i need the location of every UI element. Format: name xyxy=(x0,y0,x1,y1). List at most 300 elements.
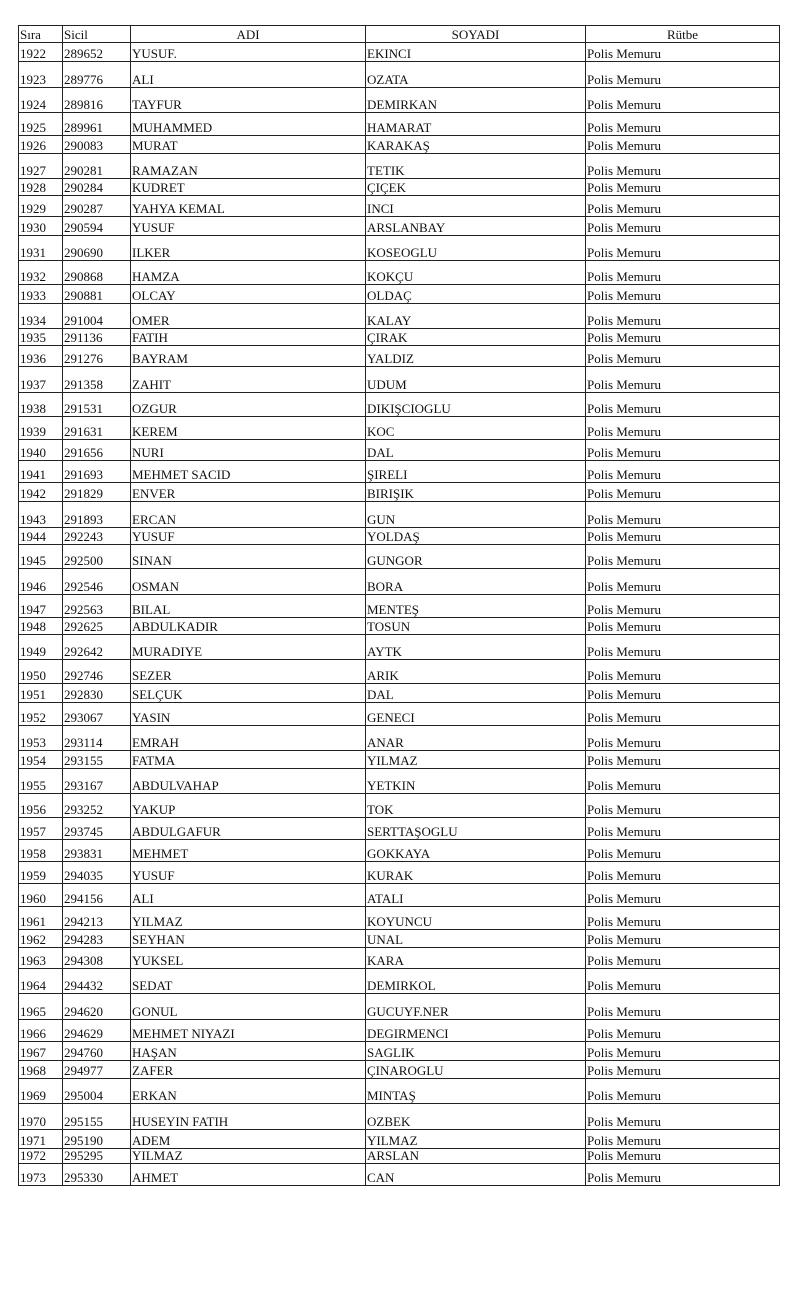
cell-rutbe: Polis Memuru xyxy=(586,618,780,635)
cell-adi: MEHMET NIYAZI xyxy=(131,1020,366,1042)
cell-rutbe: Polis Memuru xyxy=(586,217,780,236)
table-row xyxy=(19,1149,780,1164)
cell-sicil: 291004 xyxy=(63,304,131,329)
cell-rutbe: Polis Memuru xyxy=(586,1130,780,1149)
cell-sira: 1933 xyxy=(19,285,63,304)
cell-sira: 1955 xyxy=(19,769,63,794)
cell-rutbe: Polis Memuru xyxy=(586,1079,780,1104)
cell-rutbe: Polis Memuru xyxy=(586,751,780,769)
cell-soyadi: DIKIŞCIOGLU xyxy=(366,393,586,417)
cell-rutbe: Polis Memuru xyxy=(586,1164,780,1186)
header-soyadi: SOYADI xyxy=(366,26,586,43)
cell-soyadi: DAL xyxy=(366,440,586,461)
cell-sira: 1957 xyxy=(19,818,63,840)
cell-soyadi: DAL xyxy=(366,684,586,703)
cell-sicil: 289776 xyxy=(63,62,131,88)
header-sira: Sıra xyxy=(19,26,63,43)
cell-rutbe: Polis Memuru xyxy=(586,62,780,88)
table-row xyxy=(19,285,780,304)
cell-adi: HUSEYIN FATIH xyxy=(131,1104,366,1130)
cell-rutbe: Polis Memuru xyxy=(586,502,780,528)
table-row xyxy=(19,684,780,703)
header-adi: ADI xyxy=(131,26,366,43)
cell-soyadi: ANAR xyxy=(366,726,586,751)
cell-sicil: 290868 xyxy=(63,261,131,285)
table-row xyxy=(19,618,780,635)
cell-sicil: 293067 xyxy=(63,703,131,726)
cell-soyadi: ARSLANBAY xyxy=(366,217,586,236)
cell-rutbe: Polis Memuru xyxy=(586,1042,780,1061)
cell-soyadi: MENTEŞ xyxy=(366,595,586,618)
table-row xyxy=(19,969,780,994)
cell-sicil: 290881 xyxy=(63,285,131,304)
cell-sira: 1972 xyxy=(19,1149,63,1164)
table-row xyxy=(19,346,780,367)
cell-adi: TAYFUR xyxy=(131,88,366,113)
cell-soyadi: OLDAÇ xyxy=(366,285,586,304)
cell-sicil: 294977 xyxy=(63,1061,131,1079)
cell-sira: 1937 xyxy=(19,367,63,393)
cell-soyadi: KURAK xyxy=(366,862,586,884)
cell-soyadi: ÇINAROGLU xyxy=(366,1061,586,1079)
cell-adi: MEHMET SACID xyxy=(131,461,366,483)
cell-rutbe: Polis Memuru xyxy=(586,261,780,285)
table-row xyxy=(19,196,780,217)
cell-soyadi: GUNGOR xyxy=(366,545,586,569)
cell-sira: 1926 xyxy=(19,136,63,154)
cell-adi: OLCAY xyxy=(131,285,366,304)
table-row xyxy=(19,569,780,595)
cell-rutbe: Polis Memuru xyxy=(586,483,780,502)
cell-adi: SEDAT xyxy=(131,969,366,994)
table-row xyxy=(19,1042,780,1061)
table-row xyxy=(19,62,780,88)
cell-rutbe: Polis Memuru xyxy=(586,948,780,969)
cell-sicil: 292746 xyxy=(63,660,131,684)
cell-sicil: 289816 xyxy=(63,88,131,113)
cell-sira: 1969 xyxy=(19,1079,63,1104)
cell-adi: YASIN xyxy=(131,703,366,726)
cell-rutbe: Polis Memuru xyxy=(586,684,780,703)
cell-rutbe: Polis Memuru xyxy=(586,440,780,461)
table-row xyxy=(19,136,780,154)
cell-sicil: 290281 xyxy=(63,154,131,179)
table-row xyxy=(19,751,780,769)
table-row xyxy=(19,726,780,751)
cell-adi: YUSUF xyxy=(131,528,366,545)
cell-sira: 1952 xyxy=(19,703,63,726)
table-row xyxy=(19,595,780,618)
cell-soyadi: YILMAZ xyxy=(366,751,586,769)
cell-sicil: 291531 xyxy=(63,393,131,417)
table-row xyxy=(19,502,780,528)
cell-sicil: 295155 xyxy=(63,1104,131,1130)
table-row xyxy=(19,154,780,179)
cell-adi: MURADIYE xyxy=(131,635,366,660)
cell-sira: 1931 xyxy=(19,236,63,261)
cell-sira: 1958 xyxy=(19,840,63,862)
cell-sira: 1928 xyxy=(19,179,63,196)
cell-sira: 1945 xyxy=(19,545,63,569)
cell-sicil: 289961 xyxy=(63,113,131,136)
table-row xyxy=(19,1104,780,1130)
cell-adi: AHMET xyxy=(131,1164,366,1186)
cell-soyadi: ARSLAN xyxy=(366,1149,586,1164)
cell-adi: MURAT xyxy=(131,136,366,154)
cell-sicil: 291656 xyxy=(63,440,131,461)
cell-sicil: 293831 xyxy=(63,840,131,862)
cell-soyadi: GENECI xyxy=(366,703,586,726)
table-row xyxy=(19,88,780,113)
cell-sira: 1967 xyxy=(19,1042,63,1061)
table-row xyxy=(19,660,780,684)
cell-rutbe: Polis Memuru xyxy=(586,794,780,818)
cell-rutbe: Polis Memuru xyxy=(586,818,780,840)
cell-sira: 1959 xyxy=(19,862,63,884)
cell-rutbe: Polis Memuru xyxy=(586,417,780,440)
table-row xyxy=(19,1164,780,1186)
cell-soyadi: KOKÇU xyxy=(366,261,586,285)
cell-sicil: 292563 xyxy=(63,595,131,618)
cell-sira: 1946 xyxy=(19,569,63,595)
cell-sira: 1924 xyxy=(19,88,63,113)
cell-adi: HAŞAN xyxy=(131,1042,366,1061)
cell-sicil: 293155 xyxy=(63,751,131,769)
cell-adi: RAMAZAN xyxy=(131,154,366,179)
cell-soyadi: ATALI xyxy=(366,884,586,907)
cell-sicil: 291693 xyxy=(63,461,131,483)
table-row xyxy=(19,261,780,285)
cell-sira: 1956 xyxy=(19,794,63,818)
cell-soyadi: CAN xyxy=(366,1164,586,1186)
table-row xyxy=(19,930,780,948)
cell-adi: GONUL xyxy=(131,994,366,1020)
cell-sira: 1934 xyxy=(19,304,63,329)
header-sicil: Sicil xyxy=(63,26,131,43)
cell-adi: YUSUF. xyxy=(131,43,366,62)
cell-sicil: 293114 xyxy=(63,726,131,751)
cell-sicil: 291136 xyxy=(63,329,131,346)
table-row xyxy=(19,483,780,502)
cell-adi: ZAFER xyxy=(131,1061,366,1079)
table-row xyxy=(19,907,780,930)
cell-sira: 1966 xyxy=(19,1020,63,1042)
table-row xyxy=(19,818,780,840)
table-row xyxy=(19,304,780,329)
cell-sicil: 290287 xyxy=(63,196,131,217)
cell-rutbe: Polis Memuru xyxy=(586,1061,780,1079)
cell-soyadi: OZATA xyxy=(366,62,586,88)
cell-sira: 1973 xyxy=(19,1164,63,1186)
cell-rutbe: Polis Memuru xyxy=(586,88,780,113)
table-row xyxy=(19,794,780,818)
cell-adi: MUHAMMED xyxy=(131,113,366,136)
cell-soyadi: KARAKAŞ xyxy=(366,136,586,154)
cell-rutbe: Polis Memuru xyxy=(586,1104,780,1130)
cell-rutbe: Polis Memuru xyxy=(586,367,780,393)
cell-soyadi: GUN xyxy=(366,502,586,528)
cell-soyadi: TETIK xyxy=(366,154,586,179)
cell-sicil: 292546 xyxy=(63,569,131,595)
table-row xyxy=(19,769,780,794)
cell-sicil: 291358 xyxy=(63,367,131,393)
cell-soyadi: MINTAŞ xyxy=(366,1079,586,1104)
header-rutbe: Rütbe xyxy=(586,26,780,43)
cell-rutbe: Polis Memuru xyxy=(586,236,780,261)
cell-sira: 1965 xyxy=(19,994,63,1020)
cell-adi: OMER xyxy=(131,304,366,329)
table-row xyxy=(19,545,780,569)
cell-sicil: 294620 xyxy=(63,994,131,1020)
cell-sicil: 294156 xyxy=(63,884,131,907)
cell-rutbe: Polis Memuru xyxy=(586,635,780,660)
cell-sira: 1930 xyxy=(19,217,63,236)
table-row xyxy=(19,1079,780,1104)
cell-adi: BAYRAM xyxy=(131,346,366,367)
cell-adi: ALI xyxy=(131,884,366,907)
cell-soyadi: UDUM xyxy=(366,367,586,393)
cell-soyadi: SERTTAŞOGLU xyxy=(366,818,586,840)
cell-adi: HAMZA xyxy=(131,261,366,285)
cell-soyadi: BIRIŞIK xyxy=(366,483,586,502)
cell-rutbe: Polis Memuru xyxy=(586,703,780,726)
cell-sira: 1936 xyxy=(19,346,63,367)
cell-adi: OZGUR xyxy=(131,393,366,417)
cell-rutbe: Polis Memuru xyxy=(586,304,780,329)
cell-rutbe: Polis Memuru xyxy=(586,136,780,154)
cell-adi: FATIH xyxy=(131,329,366,346)
table-body xyxy=(19,43,780,1186)
cell-rutbe: Polis Memuru xyxy=(586,660,780,684)
table-row xyxy=(19,440,780,461)
cell-sira: 1949 xyxy=(19,635,63,660)
cell-sira: 1944 xyxy=(19,528,63,545)
cell-sira: 1938 xyxy=(19,393,63,417)
cell-rutbe: Polis Memuru xyxy=(586,285,780,304)
cell-rutbe: Polis Memuru xyxy=(586,196,780,217)
cell-soyadi: ÇIRAK xyxy=(366,329,586,346)
cell-soyadi: UNAL xyxy=(366,930,586,948)
cell-soyadi: DEMIRKAN xyxy=(366,88,586,113)
cell-sicil: 295330 xyxy=(63,1164,131,1186)
cell-sicil: 294629 xyxy=(63,1020,131,1042)
cell-sicil: 294213 xyxy=(63,907,131,930)
cell-sira: 1950 xyxy=(19,660,63,684)
cell-rutbe: Polis Memuru xyxy=(586,329,780,346)
cell-sicil: 293167 xyxy=(63,769,131,794)
cell-soyadi: YOLDAŞ xyxy=(366,528,586,545)
cell-sicil: 294283 xyxy=(63,930,131,948)
cell-sicil: 294035 xyxy=(63,862,131,884)
cell-sira: 1935 xyxy=(19,329,63,346)
cell-soyadi: ŞIRELI xyxy=(366,461,586,483)
cell-adi: YILMAZ xyxy=(131,907,366,930)
cell-adi: ENVER xyxy=(131,483,366,502)
cell-rutbe: Polis Memuru xyxy=(586,840,780,862)
cell-adi: ERCAN xyxy=(131,502,366,528)
table-row xyxy=(19,840,780,862)
cell-soyadi: AYTK xyxy=(366,635,586,660)
cell-soyadi: KOYUNCU xyxy=(366,907,586,930)
cell-adi: YAHYA KEMAL xyxy=(131,196,366,217)
table-row xyxy=(19,635,780,660)
cell-rutbe: Polis Memuru xyxy=(586,154,780,179)
cell-sira: 1925 xyxy=(19,113,63,136)
cell-soyadi: ARIK xyxy=(366,660,586,684)
cell-adi: YILMAZ xyxy=(131,1149,366,1164)
table-row xyxy=(19,329,780,346)
cell-sicil: 290083 xyxy=(63,136,131,154)
table-row xyxy=(19,393,780,417)
cell-soyadi: EKINCI xyxy=(366,43,586,62)
cell-sicil: 292243 xyxy=(63,528,131,545)
table-row xyxy=(19,417,780,440)
cell-rutbe: Polis Memuru xyxy=(586,393,780,417)
cell-soyadi: KARA xyxy=(366,948,586,969)
cell-sicil: 290594 xyxy=(63,217,131,236)
cell-rutbe: Polis Memuru xyxy=(586,930,780,948)
cell-sicil: 295190 xyxy=(63,1130,131,1149)
cell-adi: MEHMET xyxy=(131,840,366,862)
cell-sira: 1947 xyxy=(19,595,63,618)
cell-sicil: 294308 xyxy=(63,948,131,969)
cell-sira: 1927 xyxy=(19,154,63,179)
cell-sira: 1963 xyxy=(19,948,63,969)
cell-soyadi: GOKKAYA xyxy=(366,840,586,862)
cell-rutbe: Polis Memuru xyxy=(586,907,780,930)
cell-rutbe: Polis Memuru xyxy=(586,528,780,545)
cell-adi: ILKER xyxy=(131,236,366,261)
cell-soyadi: YETKIN xyxy=(366,769,586,794)
cell-adi: YUSUF xyxy=(131,862,366,884)
cell-adi: SELÇUK xyxy=(131,684,366,703)
cell-sira: 1923 xyxy=(19,62,63,88)
cell-adi: SEYHAN xyxy=(131,930,366,948)
cell-sira: 1961 xyxy=(19,907,63,930)
cell-sira: 1960 xyxy=(19,884,63,907)
cell-adi: SINAN xyxy=(131,545,366,569)
cell-adi: ABDULGAFUR xyxy=(131,818,366,840)
cell-adi: BILAL xyxy=(131,595,366,618)
cell-sicil: 291893 xyxy=(63,502,131,528)
table-row xyxy=(19,994,780,1020)
cell-sira: 1951 xyxy=(19,684,63,703)
cell-adi: YUSUF xyxy=(131,217,366,236)
cell-sicil: 294760 xyxy=(63,1042,131,1061)
cell-sira: 1962 xyxy=(19,930,63,948)
cell-adi: NURI xyxy=(131,440,366,461)
cell-sicil: 293745 xyxy=(63,818,131,840)
header-row xyxy=(19,26,780,43)
cell-adi: ABDULKADIR xyxy=(131,618,366,635)
cell-soyadi: TOSUN xyxy=(366,618,586,635)
table-row xyxy=(19,113,780,136)
cell-adi: YAKUP xyxy=(131,794,366,818)
cell-sira: 1939 xyxy=(19,417,63,440)
cell-adi: ERKAN xyxy=(131,1079,366,1104)
cell-adi: SEZER xyxy=(131,660,366,684)
table-row xyxy=(19,43,780,62)
cell-rutbe: Polis Memuru xyxy=(586,545,780,569)
cell-adi: ABDULVAHAP xyxy=(131,769,366,794)
cell-rutbe: Polis Memuru xyxy=(586,726,780,751)
cell-adi: YUKSEL xyxy=(131,948,366,969)
cell-sira: 1940 xyxy=(19,440,63,461)
cell-adi: KUDRET xyxy=(131,179,366,196)
cell-sira: 1968 xyxy=(19,1061,63,1079)
cell-adi: KEREM xyxy=(131,417,366,440)
cell-adi: OSMAN xyxy=(131,569,366,595)
table-row xyxy=(19,1020,780,1042)
cell-sicil: 295004 xyxy=(63,1079,131,1104)
cell-sira: 1932 xyxy=(19,261,63,285)
cell-rutbe: Polis Memuru xyxy=(586,994,780,1020)
cell-rutbe: Polis Memuru xyxy=(586,113,780,136)
cell-soyadi: BORA xyxy=(366,569,586,595)
table-row xyxy=(19,1130,780,1149)
cell-soyadi: YALDIZ xyxy=(366,346,586,367)
cell-soyadi: INCI xyxy=(366,196,586,217)
cell-soyadi: SAGLIK xyxy=(366,1042,586,1061)
cell-sira: 1954 xyxy=(19,751,63,769)
cell-sicil: 292500 xyxy=(63,545,131,569)
cell-sicil: 291631 xyxy=(63,417,131,440)
cell-sicil: 295295 xyxy=(63,1149,131,1164)
table-row xyxy=(19,461,780,483)
cell-soyadi: KOSEOGLU xyxy=(366,236,586,261)
cell-soyadi: OZBEK xyxy=(366,1104,586,1130)
table-row xyxy=(19,884,780,907)
cell-soyadi: KOC xyxy=(366,417,586,440)
cell-adi: ALI xyxy=(131,62,366,88)
table-row xyxy=(19,1061,780,1079)
cell-rutbe: Polis Memuru xyxy=(586,569,780,595)
cell-sicil: 291276 xyxy=(63,346,131,367)
cell-soyadi: ÇIÇEK xyxy=(366,179,586,196)
cell-rutbe: Polis Memuru xyxy=(586,884,780,907)
cell-soyadi: DEGIRMENCI xyxy=(366,1020,586,1042)
cell-sicil: 292642 xyxy=(63,635,131,660)
cell-sicil: 293252 xyxy=(63,794,131,818)
table-row xyxy=(19,367,780,393)
cell-sira: 1929 xyxy=(19,196,63,217)
table-row xyxy=(19,217,780,236)
table-row xyxy=(19,703,780,726)
cell-sira: 1948 xyxy=(19,618,63,635)
cell-sira: 1971 xyxy=(19,1130,63,1149)
table-row xyxy=(19,948,780,969)
cell-sicil: 290284 xyxy=(63,179,131,196)
cell-adi: ZAHIT xyxy=(131,367,366,393)
cell-sira: 1970 xyxy=(19,1104,63,1130)
cell-sicil: 289652 xyxy=(63,43,131,62)
table-row xyxy=(19,236,780,261)
cell-rutbe: Polis Memuru xyxy=(586,461,780,483)
table-row xyxy=(19,179,780,196)
cell-sira: 1943 xyxy=(19,502,63,528)
cell-sira: 1941 xyxy=(19,461,63,483)
cell-soyadi: TOK xyxy=(366,794,586,818)
cell-sicil: 292625 xyxy=(63,618,131,635)
cell-soyadi: GUCUYF.NER xyxy=(366,994,586,1020)
cell-sicil: 290690 xyxy=(63,236,131,261)
cell-rutbe: Polis Memuru xyxy=(586,43,780,62)
cell-soyadi: KALAY xyxy=(366,304,586,329)
cell-sira: 1953 xyxy=(19,726,63,751)
cell-adi: ADEM xyxy=(131,1130,366,1149)
personnel-table xyxy=(18,25,780,1186)
cell-sicil: 292830 xyxy=(63,684,131,703)
